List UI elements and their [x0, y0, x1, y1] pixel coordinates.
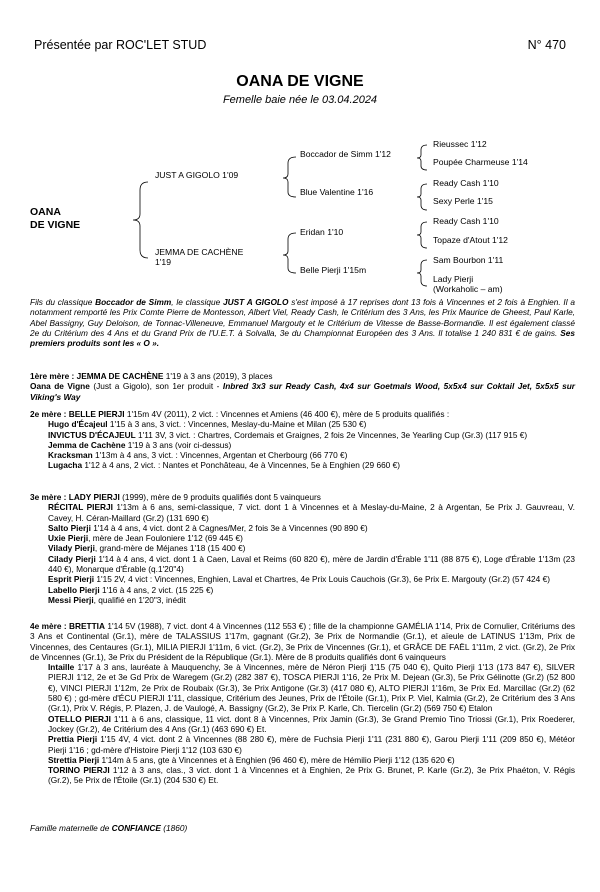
presenter-label: Présentée par ROC'LET STUD [34, 38, 207, 52]
dam-line2: 1'19 [155, 257, 171, 267]
pedigree-g3-item: Poupée Charmeuse 1'14 [433, 157, 528, 167]
offspring-entry: Esprit Pierji 1'15 2V, 4 vict : Vincennes, Enghien, Laval et Chartres, 4e Prix Louis Cauchois (Gr.3), 6e Prix E. Margouty (Gr.2) (57 424 €) [48, 574, 550, 585]
pedigree-dam-dam: Belle Pierji 1'15m [300, 265, 367, 275]
second-dam-section: 2e mère : BELLE PIERJI 1'15m 4V (2011), 2 vict. : Vincennes et Amiens (46 400 €), mère de 5 produits qualifiés : Hugo d'Écajeul 1'15 à 3 ans, 3 vict. : Vincennes, Meslay-du-Maine et Milan (25 530 €) INVICTUS D'ÉCAJEUL 1'11 3V, 3 vict. : Chartres, Cordemais et Graignes, 2 fois 2e Vincennes, 3e Yearling Cup (Gr.3) (117 915 €) Jemma de Cachène 1'19 à 3 ans (voir ci-dessus) Kracksman 1'13m à 4 ans, 3 vict. : Vincennes, Argentan et Cherbourg (66 770 €) Lugacha 1'12 à 4 ans, 2 vict. : Nantes et Ponchâteau, 4e à Vincennes, 5e à Enghien (29 660 €) [30, 409, 575, 471]
offspring-entry: TORINO PIERJI 1'12 à 3 ans, clas., 3 vict. dont 1 à Vincennes et à Enghien, 2e Prix G. Brunet, P. Karle (Gr.2), 3e Prix Phaéton, V. Régis (Gr.2), 5e Prix de l'Étoile (Gr.1) (204 530 €) Et. [48, 765, 575, 786]
subject-line2: DE VIGNE [30, 219, 81, 231]
first-dam-section: 1ère mère : JEMMA DE CACHÈNE 1'19 à 3 ans (2019), 3 places Oana de Vigne (Just a Gigolo), son 1er produit - Inbred 3x3 sur Ready Cash, 4x4 sur Goetmals Wood, 5x5x4 sur Coktail Jet, 5x5x5 sur Viking's Way [30, 371, 576, 402]
g3-last-note: (Workaholic – am) [433, 284, 503, 294]
offspring-entry: Vilady Pierji, grand-mère de Méjanes 1'18 (15 400 €) [48, 543, 246, 554]
pedigree-g3-item: Ready Cash 1'10 [433, 178, 499, 188]
offspring-entry: OTELLO PIERJI 1'11 à 6 ans, classique, 11 vict. dont 8 à Vincennes, Prix Jamin (Gr.3), 3e Grand Premio Tino Triossi (Gr.1), Prix Roederer, Jockey (Gr.2), 4e Critérium des 4 Ans (Gr.1) (463 690 €) Et. [48, 713, 575, 734]
pedigree-g3-item: Topaze d'Atout 1'12 [433, 235, 508, 245]
offspring-entry: Salto Pierji 1'14 à 4 ans, 4 vict. dont 2 à Cagnes/Mer, 2 fois 3e à Vincennes (90 890 €) [48, 522, 368, 533]
pedigree-g3-item: Rieussec 1'12 [433, 139, 487, 149]
offspring-entry: Jemma de Cachène 1'19 à 3 ans (voir ci-dessus) [48, 439, 232, 450]
subject-line1: OANA [30, 206, 61, 218]
offspring-entry: Intaille 1'17 à 3 ans, lauréate à Mauquenchy, 3e à Vincennes, mère de Néron Pierji 1'15 (75 040 €), Quito Pierji 1'13 (173 847 €), SILVER PIERJI 1'12, 2e et 3e Gd Prix de Waregem (Gr.2) (282 387 €), TOSCA PIERJI 1'16, 2e Prix M. Dejean (Gr.3), 5e Prix Gélinotte (Gr.2) (52 800 €), VINCI PIERJI 1'12m, 2e Prix de Roubaix (Gr.3), 3e Prix Antigone (Gr.3) (417 080 €), ALTO PIERJI 1'16m, 3e Prix Ed. Marcillac (Gr.2) (62 580 €) ; gd-mère d'ÉCU PIERJI 1'11, classique, Critérium des Jeunes, Prix de l'Étoile (Gr.1), Prix P. Viel, Kalmia (Gr.2), 2e Critérium des 3 Ans (Gr.1), Prix V. Régis, P. Plazen, J. de Vaulogé, A. Bassigny (Gr.2), 3e Prix P. Karle, Ch. Tiercelin (Gr.2) (569 750 €) Etalon [48, 662, 575, 714]
lot-number: N° 470 [527, 38, 566, 52]
offspring-entry: Prettia Pierji 1'15 4V, 4 vict. dont 2 à Vincennes (88 280 €), mère de Fuchsia Pierji 1'11 (231 880 €), Garou Pierji 1'11 (209 850 €), Météor Pierji 1'16 ; gd-mère d'Histoire Pierji 1'12 (103 630 €) [48, 734, 575, 755]
offspring-entry: Uxie Pierji, mère de Jean Fouloniere 1'12 (69 445 €) [48, 533, 243, 544]
g3-last-name: Lady Pierji [433, 274, 474, 284]
intro-paragraph: Fils du classique Boccador de Simm, le classique JUST A GIGOLO s'est imposé à 17 reprises dont 13 fois à Vincennes et 2 fois à Enghien. Il a notamment remporté les Prix Comte Pierre de Montesson, Albert Viel, Ready Cash, le Critérium des 3 Ans, les Prix Maurice de Gheest, Paul Karle, Abel Bassigny, Guy Deloison, de Tonnac-Villeneuve, Emmanuel Margouty et le Critérium de Vitesse de Basse-Bormandie. Il est également classé 2e du Critérium des 4 Ans et du Grand Prix de l'U.E.T. à Solvalla, 3e du Championnat Européen des 3 Ans. Il totalise 1 240 831 € de gains. Ses premiers produits sont les « O ». [30, 297, 575, 349]
offspring-entry: Messi Pierji, qualifié en 1'20"3, inédit [48, 594, 186, 605]
offspring-entry: Strettia Pierji 1'14m à 5 ans, gte à Vincennes et à Enghien (96 460 €), mère de Hémilio Pierji 1'12 (135 620 €) [48, 754, 455, 765]
pedigree-sire-dam: Blue Valentine 1'16 [300, 187, 374, 197]
maternal-family: Famille maternelle de CONFIANCE (1860) [30, 823, 188, 833]
pedigree-dam-sire: Eridan 1'10 [300, 227, 344, 237]
offspring-entry: Hugo d'Écajeul 1'15 à 3 ans, 3 vict. : Vincennes, Meslay-du-Maine et Milan (25 530 €) [48, 419, 367, 430]
dam-line1: JEMMA DE CACHÈNE [155, 247, 244, 257]
pedigree-sire: JUST A GIGOLO 1'09 [155, 170, 239, 180]
pedigree-g3-item: Sam Bourbon 1'11 [433, 255, 504, 265]
pedigree-g3-item: Ready Cash 1'10 [433, 216, 499, 226]
pedigree-subject [30, 206, 80, 232]
horse-description: Femelle baie née le 03.04.2024 [222, 94, 378, 106]
fourth-dam-section: 4e mère : BRETTIA 1'14 5V (1988), 7 vict. dont 4 à Vincennes (112 553 €) ; fille de la championne GAMÉLIA 1'14, Prix de Cornulier, Critériums des 3 Ans et Continental (Gr.1), mère de TALASSIUS 1'17m, gagnant (Gr.2), 3e Prix de Normandie (Gr.1), et aïeule de LATINUS 1'13m, Prix de Vincennes, des Centaures (Gr.1), MILIA PIERJI 1'11m, 6 vict. (Gr.2), 3e Prix de Vincennes (Gr.1), et GRÂCE DE FAËL 1'11m, 2 vict. (Gr.2), 2e Prix de Vincennes (Gr.1), 3e Prix du Président de la République (Gr.1). Mère de 8 produits qualifiés dont 6 vainqueurs Intaille 1'17 à 3 ans, lauréate à Mauquenchy, 3e à Vincennes, mère de Néron Pierji 1'15 (75 040 €), Quito Pierji 1'13 (173 847 €), SILVER PIERJI 1'12, 2e et 3e Gd Prix de Waregem (Gr.2) (282 387 €), TOSCA PIERJI 1'16, 2e Prix M. Dejean (Gr.3), 5e Prix Gélinotte (Gr.2) (52 800 €), VINCI PIERJI 1'12m, 2e Prix de Roubaix (Gr.3), 3e Prix Antigone (Gr.3) (417 080 €), ALTO PIERJI 1'16m, 3e Prix Ed. Marcillac (Gr.2) (62 580 €) ; gd-mère d'ÉCU PIERJI 1'11, classique, Critérium des Jeunes, Prix de l'Étoile (Gr.1), Prix P. Viel, Kalmia (Gr.2), 2e Critérium des 3 Ans (Gr.1), Prix V. Régis, P. Plazen, J. de Vaulogé, A. Bassigny (Gr.2), 3e Prix P. Karle, Ch. Tiercelin (Gr.2) (569 750 €) Etalon OTELLO PIERJI 1'11 à 6 ans, classique, 11 vict. dont 8 à Vincennes, Prix Jamin (Gr.3), 3e Grand Premio Tino Triossi (Gr.1), Prix Roederer, Jockey (Gr.2), 4e Critérium des 4 Ans (Gr.1) (463 690 €) Et. Prettia Pierji 1'15 4V, 4 vict. dont 2 à Vincennes (88 280 €), mère de Fuchsia Pierji 1'11 (231 880 €), Garou Pierji 1'11 (209 850 €), Météor Pierji 1'16 ; gd-mère d'Histoire Pierji 1'12 (103 630 €) Strettia Pierji 1'14m à 5 ans, gte à Vincennes et à Enghien (96 460 €), mère de Hémilio Pierji 1'12 (135 620 €) TORINO PIERJI 1'12 à 3 ans, clas., 3 vict. dont 1 à Vincennes et à Enghien, 2e Prix G. Brunet, P. Karle (Gr.2), 3e Prix Phaéton, V. Régis (Gr.2), 5e Prix de l'Étoile (Gr.1) (204 530 €) Et. [30, 621, 575, 786]
offspring-entry: Cilady Pierji 1'14 à 4 ans, 4 vict. dont 1 à Caen, Laval et Reims (60 820 €), mère de Jardin d'Érable 1'11 (88 875 €), Loge d'Érable 1'13m (23 440 €), Monarque d'Érable (q.1'20"4) [48, 553, 575, 575]
pedigree-sire-sire: Boccador de Simm 1'12 [300, 149, 391, 159]
offspring-entry: Lugacha 1'12 à 4 ans, 2 vict. : Nantes et Ponchâteau, 4e à Vincennes, 5e à Enghien (29 660 €) [48, 460, 400, 471]
offspring-entry: Labello Pierji 1'16 à 4 ans, 2 vict. (15 225 €) [48, 584, 214, 595]
pedigree-g3-item: Sexy Perle 1'15 [433, 196, 493, 206]
offspring-entry: Kracksman 1'13m à 4 ans, 3 vict. : Vincennes, Argentan et Cherbourg (66 770 €) [48, 450, 348, 461]
offspring-entry: INVICTUS D'ÉCAJEUL 1'11 3V, 3 vict. : Chartres, Cordemais et Graignes, 2 fois 2e Vincennes, 3e Yearling Cup (Gr.3) (117 915 €) [48, 429, 528, 440]
horse-name: OANA DE VIGNE [236, 73, 364, 90]
pedigree-g3-item [433, 274, 503, 294]
third-dam-section: 3e mère : LADY PIERJI (1999), mère de 9 produits qualifiés dont 5 vainqueurs RÉCITAL PIERJI 1'13m à 6 ans, semi-classique, 7 vict. dont 1 à Vincennes et à Meslay-du-Maine, 2 à Argentan, 5e Prix J. Gauvreau, V. Cavey, H. Céran-Maillard (Gr.2) (131 690 €) Salto Pierji 1'14 à 4 ans, 4 vict. dont 2 à Cagnes/Mer, 2 fois 3e à Vincennes (90 890 €) Uxie Pierji, mère de Jean Fouloniere 1'12 (69 445 €) Vilady Pierji, grand-mère de Méjanes 1'18 (15 400 €) Cilady Pierji 1'14 à 4 ans, 4 vict. dont 1 à Caen, Laval et Reims (60 820 €), mère de Jardin d'Érable 1'11 (88 875 €), Loge d'Érable 1'13m (23 440 €), Monarque d'Érable (q.1'20"4) Esprit Pierji 1'15 2V, 4 vict : Vincennes, Enghien, Laval et Chartres, 4e Prix Louis Cauchois (Gr.3), 6e Prix E. Margouty (Gr.2) (57 424 €) Labello Pierji 1'16 à 4 ans, 2 vict. (15 225 €) Messi Pierji, qualifié en 1'20"3, inédit [30, 492, 575, 605]
pedigree-dam [155, 247, 243, 267]
offspring-entry: RÉCITAL PIERJI 1'13m à 6 ans, semi-classique, 7 vict. dont 1 à Vincennes et à Meslay-du-Maine, 2 à Argentan, 5e Prix J. Gauvreau, V. Cavey, H. Céran-Maillard (Gr.2) (131 690 €) [48, 502, 575, 523]
